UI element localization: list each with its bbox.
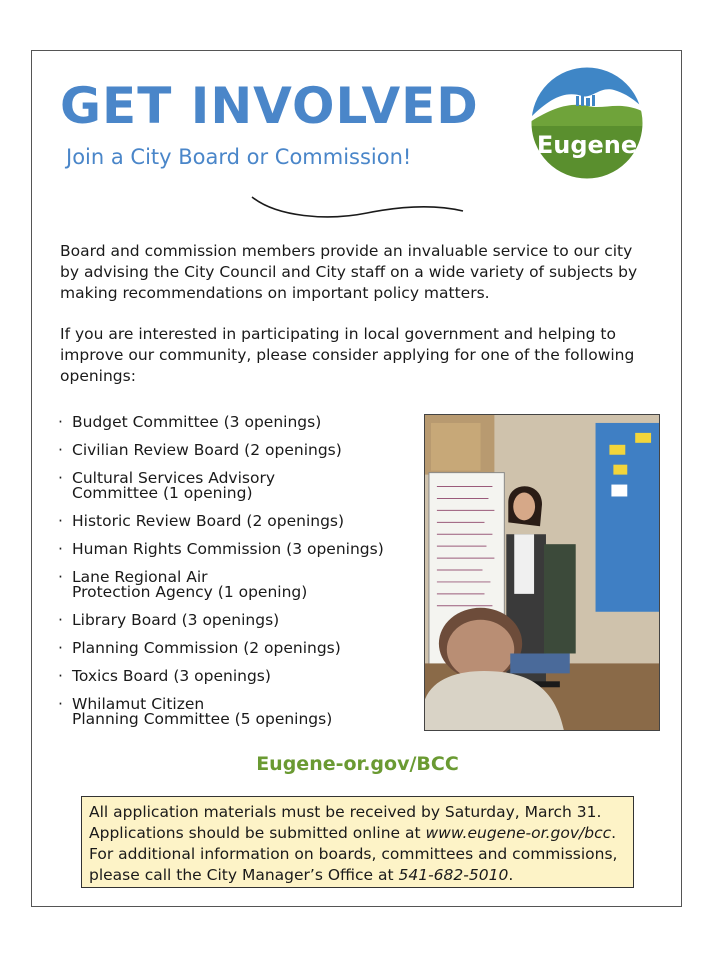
eugene-logo bbox=[530, 66, 644, 180]
notice-deadline: All application materials must be received by Saturday, March 31. bbox=[89, 803, 602, 821]
opening-item bbox=[58, 471, 428, 501]
page-title: GET INVOLVED bbox=[60, 77, 479, 135]
notice-info-line: For additional information on boards, committees and commissions, bbox=[89, 845, 618, 863]
opening-item-line: Committee (1 opening) bbox=[72, 484, 253, 502]
intro-paragraph-2: If you are interested in participating in local government and helping to improve our community, please consider applying for one of the following openings: bbox=[60, 325, 635, 385]
opening-item-line: Protection Agency (1 opening) bbox=[72, 583, 308, 601]
opening-item bbox=[58, 514, 428, 529]
opening-item-line: Planning Committee (5 openings) bbox=[72, 710, 333, 728]
opening-item bbox=[58, 697, 428, 727]
opening-item bbox=[58, 443, 428, 458]
flyer-page bbox=[31, 50, 682, 907]
website-link[interactable]: Eugene-or.gov/BCC bbox=[256, 753, 459, 775]
opening-item-line: · Library Board (3 openings) bbox=[72, 611, 280, 629]
opening-item-line: · Historic Review Board (2 openings) bbox=[72, 512, 345, 530]
notice-phone-number[interactable]: 541-682-5010 bbox=[398, 866, 509, 884]
opening-item-line: · Whilamut Citizen bbox=[72, 695, 205, 713]
opening-item-line: · Budget Committee (3 openings) bbox=[72, 413, 322, 431]
opening-item-line: · Cultural Services Advisory bbox=[72, 469, 275, 487]
opening-item bbox=[58, 613, 428, 628]
intro-paragraph-1: Board and commission members provide an invaluable service to our city by advising the City Council and City staff on a wide variety of subjects by making recommendations on important policy matters. bbox=[60, 242, 638, 302]
meeting-photo bbox=[424, 414, 660, 731]
opening-item-line: · Toxics Board (3 openings) bbox=[72, 667, 271, 685]
opening-item-line: · Civilian Review Board (2 openings) bbox=[72, 441, 342, 459]
notice-phone-line: please call the City Manager’s Office at 541-682-5010. bbox=[89, 866, 514, 884]
opening-item bbox=[58, 669, 428, 684]
opening-item bbox=[58, 542, 428, 557]
notice-online-line: Applications should be submitted online at www.eugene-or.gov/bcc. bbox=[89, 824, 617, 842]
notice-apply-link[interactable]: www.eugene-or.gov/bcc bbox=[425, 824, 612, 842]
application-notice bbox=[81, 796, 634, 888]
opening-item-line: · Human Rights Commission (3 openings) bbox=[72, 540, 384, 558]
opening-item bbox=[58, 415, 428, 430]
opening-item-line: · Planning Commission (2 openings) bbox=[72, 639, 341, 657]
decorative-swoosh bbox=[247, 191, 467, 223]
openings-list bbox=[58, 415, 428, 727]
logo-text: Eugene bbox=[536, 131, 638, 159]
opening-item bbox=[58, 570, 428, 600]
page-subtitle: Join a City Board or Commission! bbox=[66, 145, 412, 169]
opening-item-line: · Lane Regional Air bbox=[72, 568, 208, 586]
opening-item bbox=[58, 641, 428, 656]
